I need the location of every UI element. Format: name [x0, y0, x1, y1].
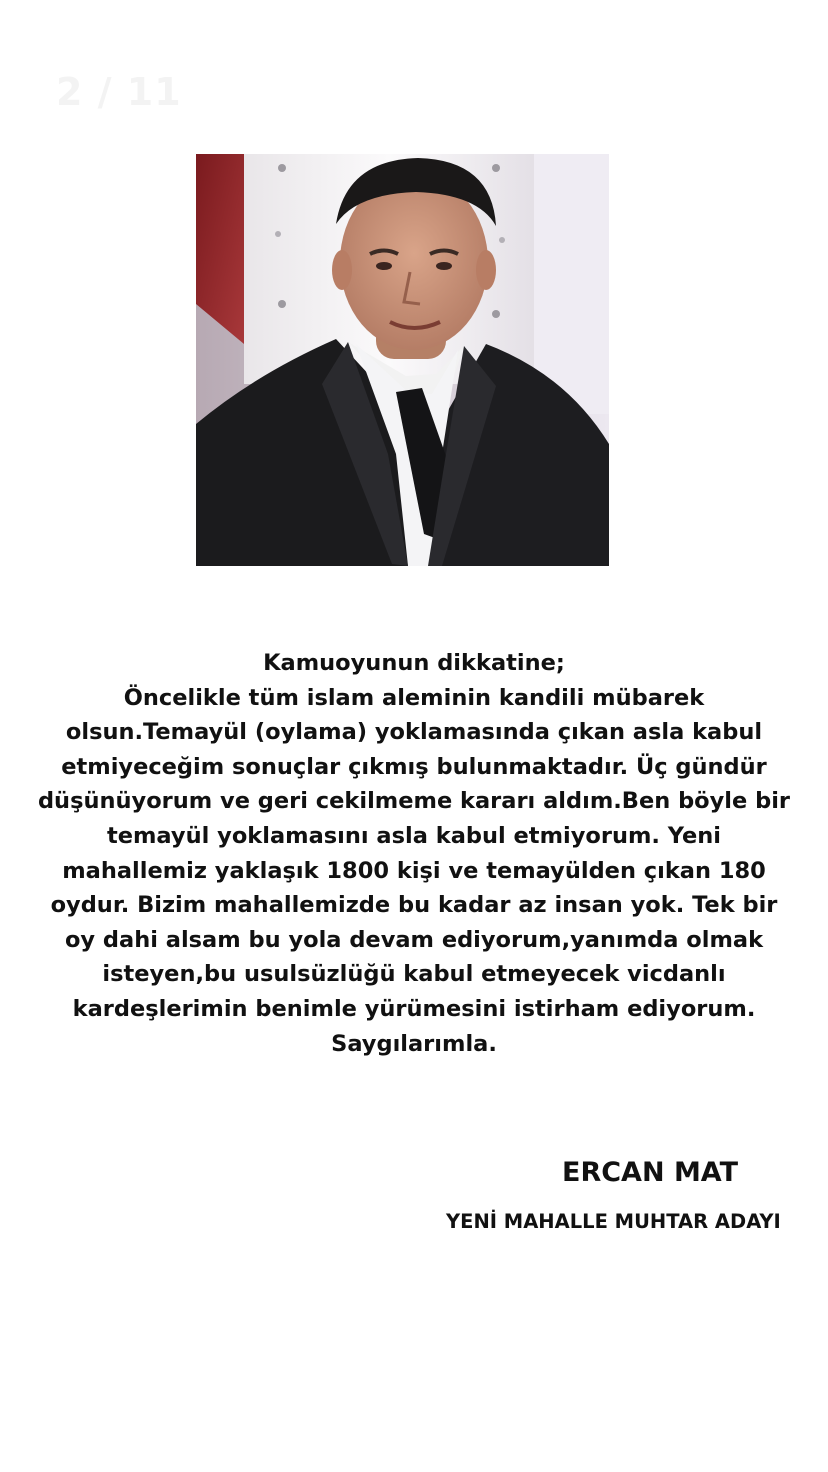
announcement-line: oydur. Bizim mahallemizde bu kadar az insan yok. Tek bir: [50, 892, 778, 919]
announcement-line: Öncelikle tüm islam aleminin kandili mübarek: [123, 684, 705, 711]
candidate-portrait-photo: [196, 154, 609, 566]
announcement-line: Kamuoyunun dikkatine;: [263, 650, 565, 676]
announcement-line: mahallemiz yaklaşık 1800 kişi ve temayülden çıkan 180: [62, 857, 766, 884]
announcement-line: etmiyeceğim sonuçlar çıkmış bulunmaktadır. Üç gündür: [61, 753, 767, 780]
announcement-line: düşünüyorum ve geri cekilmeme kararı aldım.Ben böyle bir: [37, 788, 791, 815]
story-page-counter: 2 / 11: [56, 70, 182, 114]
announcement-line: isteyen,bu usulsüzlüğü kabul etmeyecek vicdanlı: [102, 961, 726, 988]
announcement-line: olsun.Temayül (oylama) yoklamasında çıkan asla kabul: [65, 719, 763, 746]
announcement-line: kardeşlerimin benimle yürümesini istirham ediyorum.: [72, 995, 756, 1022]
signature-name: ERCAN MAT: [562, 1157, 739, 1188]
announcement-line: oy dahi alsam bu yola devam ediyorum,yanımda olmak: [64, 926, 764, 953]
signature-title: YENİ MAHALLE MUHTAR ADAYI: [446, 1210, 781, 1233]
announcement-line: Saygılarımla.: [331, 1030, 497, 1057]
portrait-photo-icon: [196, 154, 609, 566]
announcement-text: [12, 646, 816, 1061]
announcement-line: temayül yoklamasını asla kabul etmiyorum. Yeni: [106, 822, 722, 849]
